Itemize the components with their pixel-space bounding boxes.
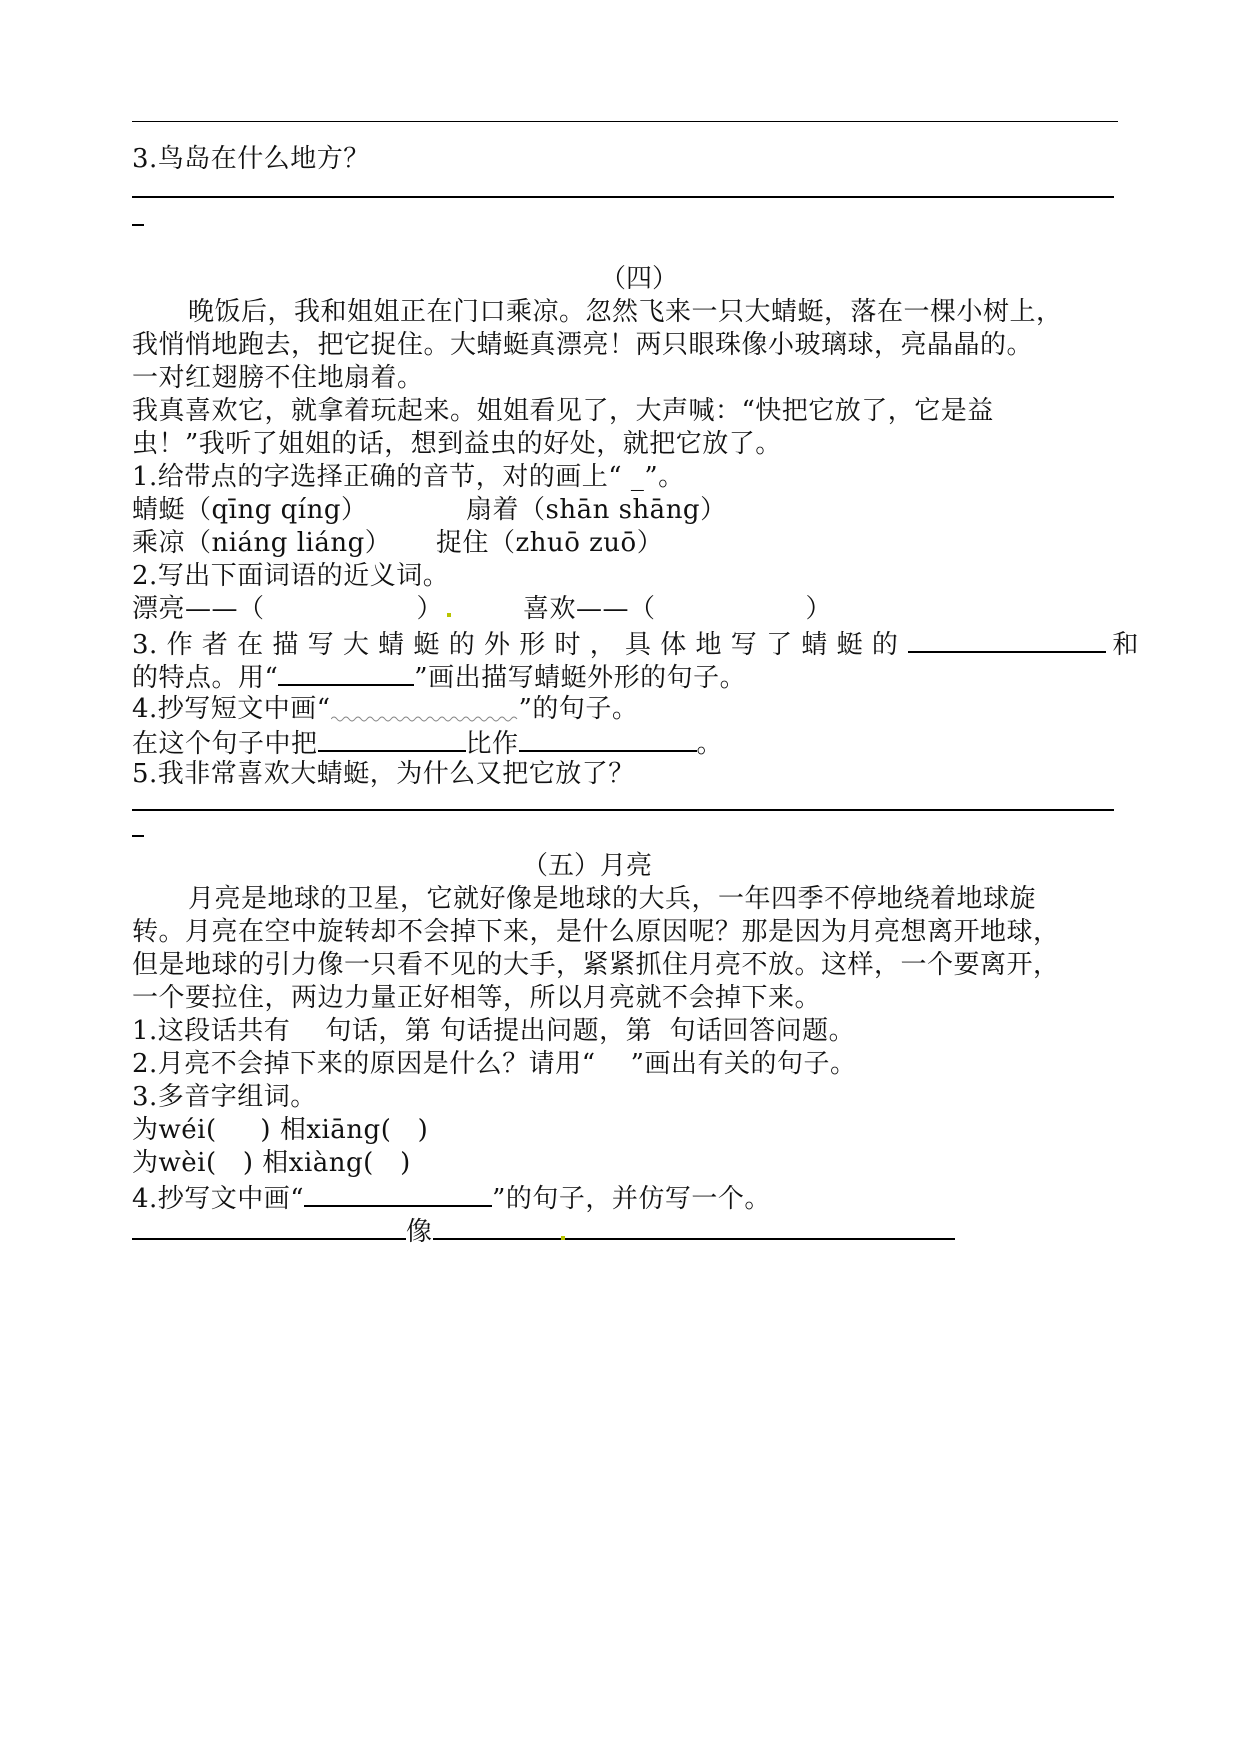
question-text: ”画出描写蜻蜓外形的句子。 (414, 663, 747, 693)
pinyin-choice: 扇着（shān shāng） (466, 495, 727, 525)
question-3: 3.多音字组词。 (132, 1082, 317, 1112)
question-text: 比作 (465, 729, 519, 759)
mark-dot (447, 613, 451, 617)
pinyin-choice: 乘凉（niáng liáng） (132, 528, 392, 558)
wavy-underline-mark (331, 691, 519, 717)
passage-line: 我真喜欢它，就拿着玩起来。姐姐看见了，大声喊：“快把它放了，它是益 (132, 396, 994, 426)
question-text: 和 (1112, 630, 1139, 660)
answer-line (132, 121, 1118, 122)
synonym-close: ） (805, 594, 833, 624)
question-3 (132, 625, 1139, 662)
synonym-label: 漂亮——（ (132, 594, 265, 624)
fill-blank[interactable] (318, 724, 466, 752)
question-2: 2.写出下面词语的近义词。 (132, 561, 450, 591)
pinyin-choice: 蜻蜓（qīng qíng） (132, 495, 368, 525)
fill-blank[interactable] (278, 658, 414, 686)
question-4 (132, 1179, 771, 1216)
question-1: 1.这段话共有 句话，第 句话提出问题，第 句话回答问题。 (132, 1016, 856, 1046)
passage-line: 月亮是地球的卫星，它就好像是地球的大兵，一年四季不停地绕着地球旋 (188, 884, 1037, 914)
imitate-row (132, 1212, 955, 1249)
answer-line-tail (132, 224, 144, 226)
question-text: 的特点。用“ (132, 663, 279, 693)
passage-line: 我悄悄地跑去，把它捉住。大蜻蜓真漂亮！两只眼珠像小玻璃球，亮晶晶的。 (132, 330, 1034, 360)
metaphor-row (132, 724, 723, 761)
polyphone-row: 为wéi( ) 相xiāng( ) (132, 1115, 429, 1145)
question-text: 3. 作 者 在 描 写 大 蜻 蜓 的 外 形 时 ， 具 体 地 写 了 蜻 蜓 的 (132, 630, 899, 660)
synonym-close: ） (416, 594, 444, 624)
question-text: 4.抄写文中画“ (132, 1184, 305, 1214)
answer-line (132, 809, 1114, 811)
pinyin-choice: 捉住（zhuō zuō） (436, 528, 664, 558)
fill-blank[interactable] (519, 724, 697, 752)
passage-line: 一对红翅膀不住地扇着。 (132, 363, 424, 393)
section-title: （四） (600, 264, 679, 294)
synonym-row (132, 592, 832, 626)
answer-line-tail (132, 835, 144, 837)
question-text: 像 (406, 1217, 433, 1247)
question-text: 在这个句子中把 (132, 729, 318, 759)
question-3: 3.鸟岛在什么地方？ (132, 144, 370, 174)
fill-blank[interactable] (433, 1212, 561, 1240)
question-4 (132, 691, 638, 726)
section-title: （五）月亮 (522, 851, 653, 881)
synonym-label: 喜欢——（ (523, 594, 656, 624)
question-text: ”的句子。 (518, 694, 639, 724)
fill-blank[interactable] (304, 1179, 492, 1207)
passage-line: 一个要拉住，两边力量正好相等，所以月亮就不会掉下来。 (132, 983, 822, 1013)
answer-line (132, 196, 1114, 198)
question-5: 5.我非常喜欢大蜻蜓，为什么又把它放了？ (132, 759, 635, 789)
question-1: 1.给带点的字选择正确的音节，对的画上“ _”。 (132, 462, 685, 492)
passage-line: 但是地球的引力像一只看不见的大手，紧紧抓住月亮不放。这样，一个要离开， (132, 950, 1060, 980)
question-text: ”的句子，并仿写一个。 (492, 1184, 771, 1214)
fill-blank[interactable] (132, 1212, 406, 1240)
question-3-cont (132, 658, 746, 695)
question-2: 2.月亮不会掉下来的原因是什么？请用“ ”画出有关的句子。 (132, 1049, 857, 1079)
passage-line: 晚饭后，我和姐姐正在门口乘凉。忽然飞来一只大蜻蜓，落在一棵小树上， (188, 297, 1063, 327)
passage-line: 转。月亮在空中旋转却不会掉下来，是什么原因呢？那是因为月亮想离开地球， (132, 917, 1060, 947)
question-text: 4.抄写短文中画“ (132, 694, 331, 724)
fill-blank[interactable] (565, 1212, 955, 1240)
question-text: 。 (696, 729, 724, 759)
polyphone-row: 为wèi( ) 相xiàng( ) (132, 1148, 411, 1178)
passage-line: 虫！”我听了姐姐的话，想到益虫的好处，就把它放了。 (132, 429, 782, 459)
fill-blank[interactable] (908, 625, 1106, 653)
